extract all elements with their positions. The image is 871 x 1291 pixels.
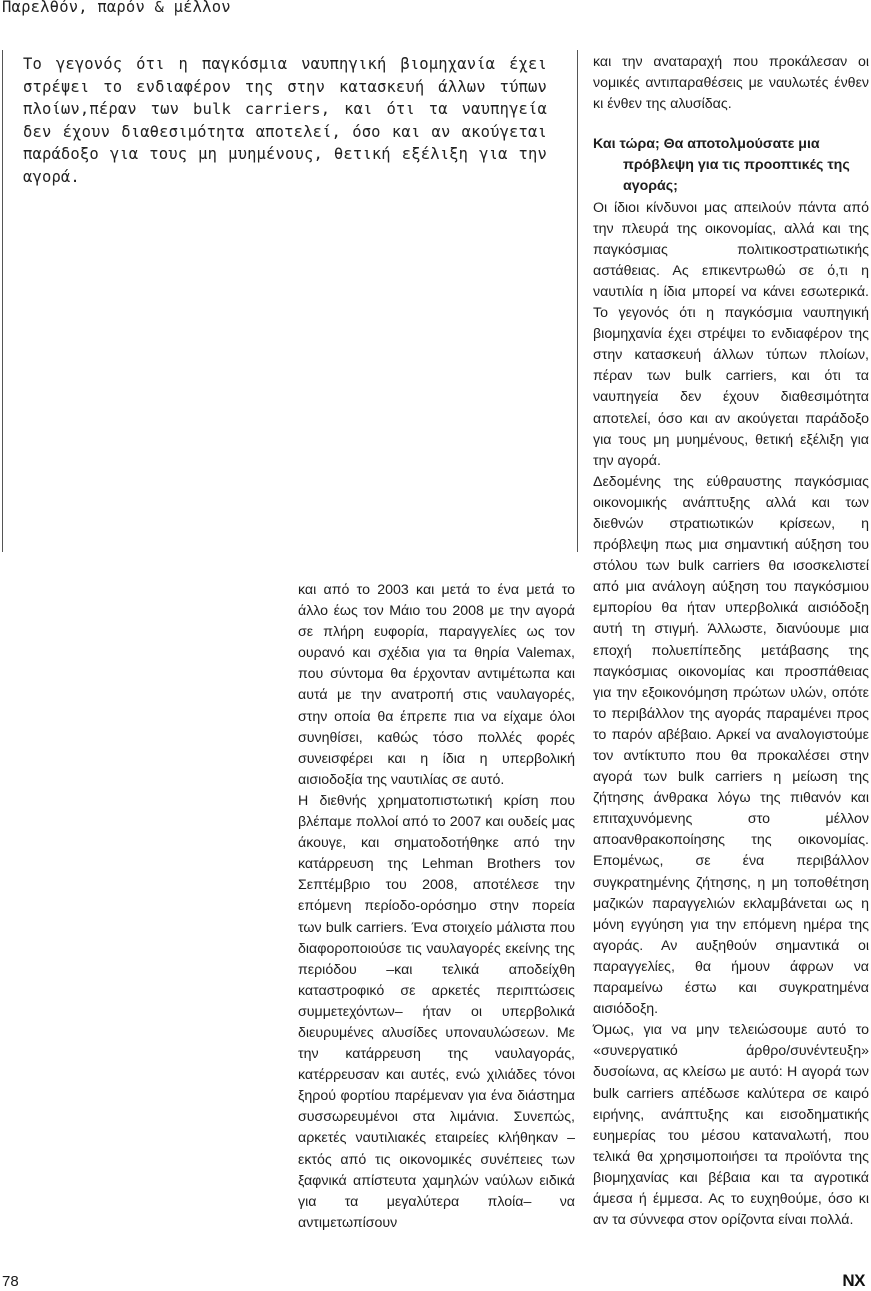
article-column-middle (298, 580, 575, 1234)
body-paragraph: Όμως, για να μην τελειώσουμε αυτό το «συνεργατικό άρθρο/συνέντευξη» δυσοίωνα, ας κλείσω με αυτό: Η αγορά των bulk carriers απέδωσε καλύτερα σε καιρό ειρήνης, ανάπτυξης και εισοδηματικής ευημερίας του μέσου καταναλωτή, που τελικά θα χρησιμοποιήσει τα προϊόντα της βιομηχανίας και βέβαια και τα αγροτικά άμεσα ή έμμεσα. Ας το ευχηθούμε, όσο κι αν τα σύννεφα στον ορίζοντα είναι πολλά. (593, 1022, 869, 1229)
magazine-logo: NX (842, 1271, 865, 1290)
body-paragraph: και από το 2003 και μετά το ένα μετά το άλλο έως τον Μάιο του 2008 με την αγορά σε πλήρη ευφορία, παραγγελίες ως τον ουρανό και σχέδια για τα θηρία Valemax, που σύντομα θα έρχονταν αντιμέτωπα και αυτά με την ανατροπή στις ναυλαγορές, στην οποία θα έπρεπε πια να είχαμε όλοι συνηθίσει, καθώς τόσο πολλές φορές συνεισφέρει και η ίδια η υπερβολική αισιοδοξία της ναυτιλίας σε αυτό. (298, 582, 575, 788)
running-header: Παρελθόν, παρόν & μέλλον (2, 0, 231, 16)
body-paragraph: Οι ίδιοι κίνδυνοι μας απειλούν πάντα από την πλευρά της οικονομίας, αλλά και της παγκόσμιας πολιτικοστρατιωτικής αστάθειας. Ας επικεντρωθώ σε ό,τι η ναυτιλία η ίδια μπορεί να κάνει εσωτερικά. Το γεγονός ότι η παγκόσμια ναυπηγική βιομηχανία έχει στρέψει το ενδιαφέρον της στην κατασκευή άλλων τύπων πλοίων, πέραν των bulk carriers, και ότι τα ναυπηγεία δεν έχουν διαθεσιμότητα αποτελεί, όσο και αν ακούγεται παράδοξο για τους μη μυημένους, θετική εξέλιξη για την αγορά. (593, 199, 869, 469)
article-column-right (593, 52, 869, 1231)
body-paragraph: Η διεθνής χρηματοπιστωτική κρίση που βλέπαμε πολλοί από το 2007 και ουδείς μας άκουγε, και σηματοδοτήθηκε από την κατάρρευση της Lehman Brothers τον Σεπτέμβριο του 2008, αποτέλεσε την επόμενη περίοδο-ορόσημο στην πορεία των bulk carriers. Ένα στοιχείο μάλιστα που διαφοροποιούσε τις ναυλαγορές εκείνης της περιόδου –και τελικά αποδείχθη καταστροφικό σε αρκετές περιπτώσεις συμμετεχόντων– ήταν οι υπερβολικά διευρυμένες αλυσίδες υποναυλώσεων. Με την κατάρρευση της ναυλαγοράς, κατέρρευσαν και αυτές, ενώ χιλιάδες τόνοι ξηρού φορτίου παρέμεναν για ένα διάστημα συσσωρευμένοι στα λιμάνια. Συνεπώς, αρκετές ναυτιλιακές εταιρείες κλήθηκαν –εκτός από τις οικονομικές συνέπειες των ξαφνικά απίστευτα χαμηλών ναύλων ειδικά για τα μεγαλύτερα πλοία– να αντιμετωπίσουν (298, 792, 575, 1231)
body-paragraph: και την αναταραχή που προκάλεσαν οι νομικές αντιπαραθέσεις με ναυλωτές ένθεν κι ένθεν της αλυσίδας. (593, 54, 869, 113)
interview-question: Και τώρα; Θα αποτολμούσατε μια πρόβλεψη για τις προοπτικές της αγοράς; (593, 136, 850, 195)
body-paragraph: Δεδομένης της εύθραυστης παγκόσμιας οικονομικής ανάπτυξης αλλά και των διεθνών στρατιωτικών κρίσεων, η πρόβλεψη πως μια σημαντική αύξηση του στόλου των bulk carriers θα ισοσκελιστεί από μια ανάλογη αύξηση του παγκόσμιου εμπορίου θα ήταν υπερβολικά αισιόδοξη αυτή τη στιγμή. Άλλωστε, διανύουμε μια εποχή πολυεπίπεδης μετάβασης της παγκόσμιας οικονομίας και προσπάθειας για την εξοικονόμηση πρώτων υλών, οπότε το περιβάλλον της αγοράς παραμένει προς το παρόν αβέβαιο. Αρκεί να αναλογιστούμε τον αντίκτυπο που θα προκαλέσει στην αγορά των bulk carriers η μείωση της ζήτησης άνθρακα λόγω της πιθανόν και επιταχυνόμενης στο μέλλον απoανθρακοποίησης της οικονομίας. Επομένως, σε ένα περιβάλλον συγκρατημένης ζήτησης, η μη τοποθέτηση μαζικών παραγγελιών εκλαμβάνεται ως η μόνη εγγύηση για την επόμενη ημέρα της αγοράς. Αν αυξηθούν σημαντικά οι παραγγελίες, θα ήμουν άφρων να παραμείνω έστω και συγκρατημένα αισιόδοξη. (593, 473, 869, 1018)
pull-quote-text: Το γεγονός ότι η παγκόσμια ναυπηγική βιομηχανία έχει στρέψει το ενδιαφέρον της στην κατασκευή άλλων τύπων πλοίων,πέραν των bulk carriers, και ότι τα ναυπηγεία δεν έχουν διαθεσιμότητα αποτελεί, όσο και αν ακούγεται παράδοξο για τους μη μυημένους, θετική εξέλιξη για την αγορά. (23, 55, 547, 186)
pull-quote-box (2, 50, 578, 552)
page-number: 78 (2, 1273, 19, 1290)
